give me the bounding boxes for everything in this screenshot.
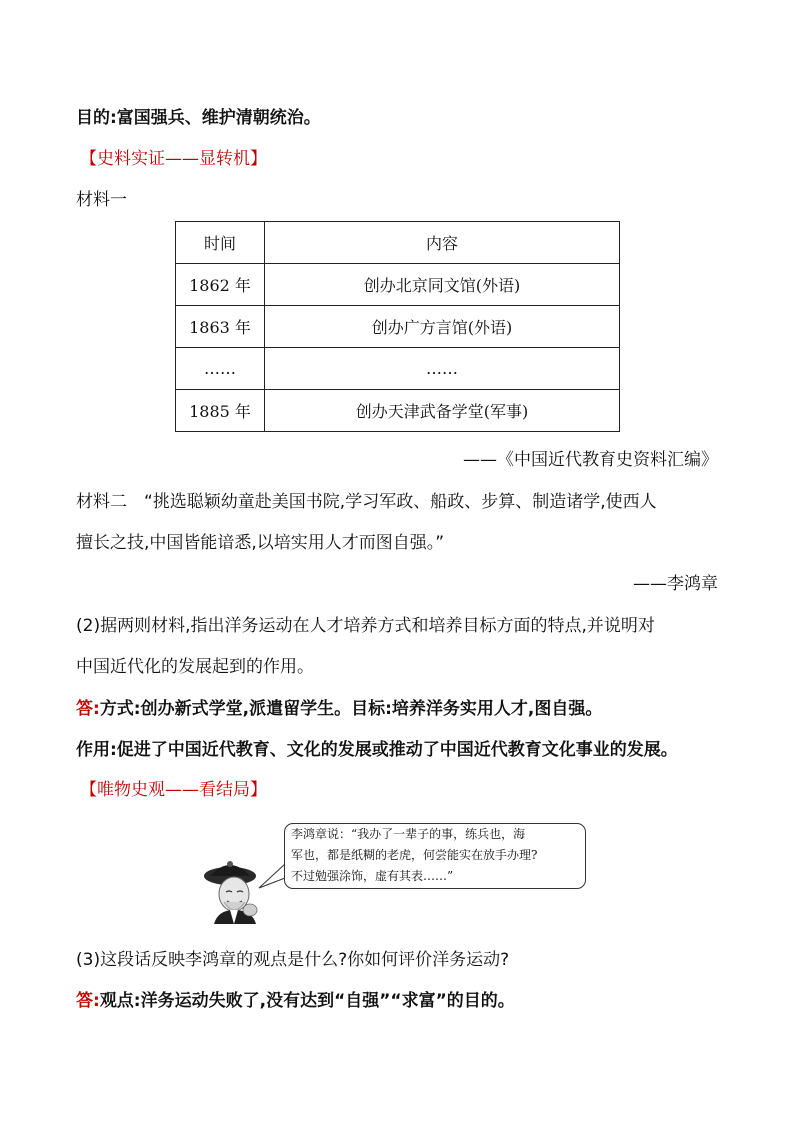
answer-label: 答:	[76, 991, 100, 1011]
material-two-line-1: 材料二 “挑选聪颖幼童赴美国书院,学习军政、船政、步算、制造诸学,使西人	[76, 492, 657, 512]
table-cell-content: 创办北京同文馆(外语)	[265, 264, 620, 306]
table-cell-time: ……	[176, 348, 265, 390]
material-one-label: 材料一	[76, 190, 127, 210]
table-cell-content: ……	[265, 348, 620, 390]
material-two-line-2: 擅长之技,中国皆能谙悉,以培实用人才而图自强。”	[76, 533, 445, 553]
table-cell-time: 1862 年	[176, 264, 265, 306]
table-row	[176, 390, 620, 432]
table-cell-time: 1863 年	[176, 306, 265, 348]
section-heading-evidence: 【史料实证——显转机】	[80, 149, 267, 169]
question-three: (3)这段话反映李鸿章的观点是什么?你如何评价洋务运动?	[76, 950, 510, 970]
quote-line-3: 不过勉强涂饰，虚有其表……”	[291, 869, 454, 883]
quote-line-1: 李鸿章说：“我办了一辈子的事，练兵也，海	[291, 827, 526, 841]
table-header-time: 时间	[176, 222, 265, 264]
table-row	[176, 348, 620, 390]
table-header-content: 内容	[265, 222, 620, 264]
table-cell-content: 创办广方言馆(外语)	[265, 306, 620, 348]
material-two-source: ——李鸿章	[633, 574, 718, 594]
quote-line-2: 军也，都是纸糊的老虎，何尝能实在放手办理?	[291, 848, 538, 862]
table-cell-content: 创办天津武备学堂(军事)	[265, 390, 620, 432]
answer-two-line-1	[76, 697, 602, 721]
question-two-line-2: 中国近代化的发展起到的作用。	[76, 657, 314, 677]
answer-three-text: 观点:洋务运动失败了,没有达到“自强”“求富”的目的。	[99, 991, 515, 1011]
answer-two-text: 方式:创办新式学堂,派遣留学生。目标:培养洋务实用人才,图自强。	[99, 699, 603, 719]
table-row	[176, 306, 620, 348]
table-header-row	[176, 222, 620, 264]
material-one-source: ——《中国近代教育史资料汇编》	[463, 450, 718, 470]
table-row	[176, 264, 620, 306]
section-heading-materialism: 【唯物史观——看结局】	[80, 780, 267, 800]
answer-label: 答:	[76, 699, 100, 719]
question-two-line-1: (2)据两则材料,指出洋务运动在人才培养方式和培养目标方面的特点,并说明对	[76, 616, 655, 636]
answer-three	[76, 989, 515, 1013]
history-table	[175, 221, 620, 432]
answer-two-line-2: 作用:促进了中国近代教育、文化的发展或推动了中国近代教育文化事业的发展。	[76, 740, 678, 760]
quote-speech-bubble	[284, 823, 586, 889]
table-cell-time: 1885 年	[176, 390, 265, 432]
goal-line: 目的:富国强兵、维护清朝统治。	[76, 108, 321, 128]
